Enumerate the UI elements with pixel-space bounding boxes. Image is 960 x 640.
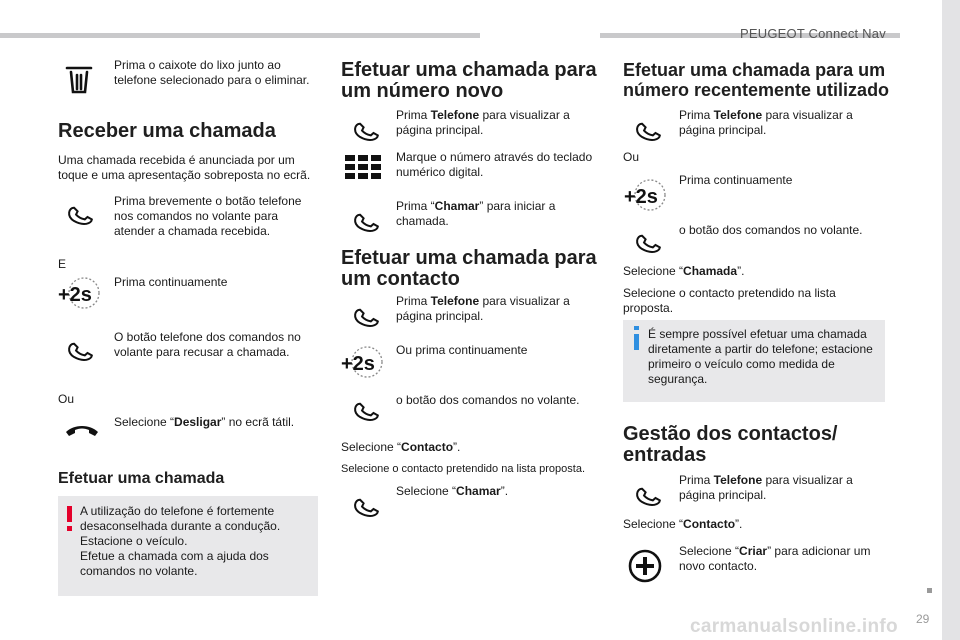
warning-text-1: A utilização do telefone é fortemente desaconselhada durante a condução. xyxy=(80,504,281,533)
phone-icon-10 xyxy=(630,477,670,507)
recent-title-1: Efetuar uma chamada para um xyxy=(623,60,886,80)
phone-icon-8 xyxy=(630,112,670,142)
trash-icon xyxy=(62,62,96,96)
select-call-text: Selecione “Chamar”. xyxy=(396,484,509,498)
header-rule-left xyxy=(0,33,480,38)
phone-icon-2 xyxy=(62,332,102,362)
dial-text: Marque o número através do teclado numérico digital. xyxy=(396,150,593,179)
select-contact-text: Selecione “Contacto”. xyxy=(341,440,461,454)
refuse-text: O botão telefone dos comandos no volante para recusar a chamada. xyxy=(114,330,301,359)
warning-icon xyxy=(67,506,72,522)
make-call-title: Efetuar uma chamada xyxy=(58,470,225,487)
warning-text-3: Efetue a chamada com a ajuda dos comandos no volante. xyxy=(80,549,269,578)
select-contact-text-2: Selecione “Contacto”. xyxy=(623,517,743,531)
select-call-history-text: Selecione “Chamada”. xyxy=(623,264,745,278)
receive-intro: Uma chamada recebida é anunciada por um toque e uma apresentação sobreposta no ecrã. xyxy=(58,153,311,182)
phone-icon-4 xyxy=(348,203,388,233)
info-icon-dot xyxy=(634,326,639,330)
and-label: E xyxy=(58,257,67,271)
press-phone-text-3: Prima Telefone para visualizar a página principal. xyxy=(679,108,853,137)
steering-button-text-2: o botão dos comandos no volante. xyxy=(679,223,863,237)
info-icon xyxy=(634,334,639,350)
info-text: É sempre possível efetuar uma chamada diretamente a partir do telefone; estacione primeiro o veículo como medida de segurança. xyxy=(648,327,873,386)
brand-label: PEUGEOT Connect Nav xyxy=(740,26,886,41)
contacts-title-1: Gestão dos contactos/ xyxy=(623,423,838,445)
phone-icon-7 xyxy=(348,488,388,518)
press-continuous-text: Prima continuamente xyxy=(114,275,228,289)
or-press-continuous-text: Ou prima continuamente xyxy=(396,343,528,357)
long-press-2s-icon xyxy=(56,276,102,310)
side-strip xyxy=(942,0,960,640)
phone-icon xyxy=(62,196,102,226)
contact-title-2: um contacto xyxy=(341,268,460,290)
svg-text:+2s: +2s xyxy=(58,284,92,306)
watermark: carmanualsonline.info xyxy=(690,616,898,637)
long-press-2s-icon-2 xyxy=(339,345,385,379)
new-number-title-2: um número novo xyxy=(341,80,504,102)
svg-text:+2s: +2s xyxy=(341,353,375,375)
phone-icon-3 xyxy=(348,112,388,142)
info-note xyxy=(623,320,885,402)
add-icon xyxy=(627,548,663,584)
select-hangup-text: Selecione “Desligar” no ecrã tátil. xyxy=(114,415,295,429)
press-continuous-text-2: Prima continuamente xyxy=(679,173,793,187)
phone-icon-9 xyxy=(630,224,670,254)
page-dot xyxy=(927,588,932,593)
press-phone-text-2: Prima Telefone para visualizar a página principal. xyxy=(396,294,570,323)
warning-icon-dot xyxy=(67,526,72,531)
phone-icon-6 xyxy=(348,392,388,422)
new-number-title-1: Efetuar uma chamada para xyxy=(341,59,597,81)
steering-button-text: o botão dos comandos no volante. xyxy=(396,393,580,407)
recent-title-2: número recentemente utilizado xyxy=(623,80,890,100)
press-phone-text: Prima Telefone para visualizar a página principal. xyxy=(396,108,570,137)
press-phone-text-4: Prima Telefone para visualizar a página principal. xyxy=(679,473,853,502)
press-briefly-text: Prima brevemente o botão telefone nos comandos no volante para atender a chamada recebida. xyxy=(114,194,302,238)
delete-text: Prima o caixote do lixo junto ao telefone selecionado para o eliminar. xyxy=(114,58,310,87)
page-number: 29 xyxy=(916,612,930,626)
or-label-2: Ou xyxy=(623,150,640,164)
contact-title-1: Efetuar uma chamada para xyxy=(341,247,597,269)
contacts-title-2: entradas xyxy=(623,444,707,466)
or-label: Ou xyxy=(58,392,75,406)
svg-text:+2s: +2s xyxy=(624,186,658,208)
select-contact-list-text-2: Selecione o contacto pretendido na lista proposta. xyxy=(623,286,836,315)
keypad-icon xyxy=(344,152,384,186)
create-contact-text: Selecione “Criar” para adicionar um novo contacto. xyxy=(679,544,871,573)
hangup-icon xyxy=(62,418,102,448)
warning-text-2: Estacione o veículo. xyxy=(80,534,188,548)
long-press-2s-icon-3 xyxy=(622,178,668,212)
receive-call-title: Receber uma chamada xyxy=(58,120,276,142)
warning-note xyxy=(58,496,318,596)
select-contact-list-text: Selecione o contacto pretendido na lista proposta. xyxy=(341,463,585,475)
press-call-text: Prima “Chamar” para iniciar a chamada. xyxy=(396,199,556,228)
phone-icon-5 xyxy=(348,298,388,328)
